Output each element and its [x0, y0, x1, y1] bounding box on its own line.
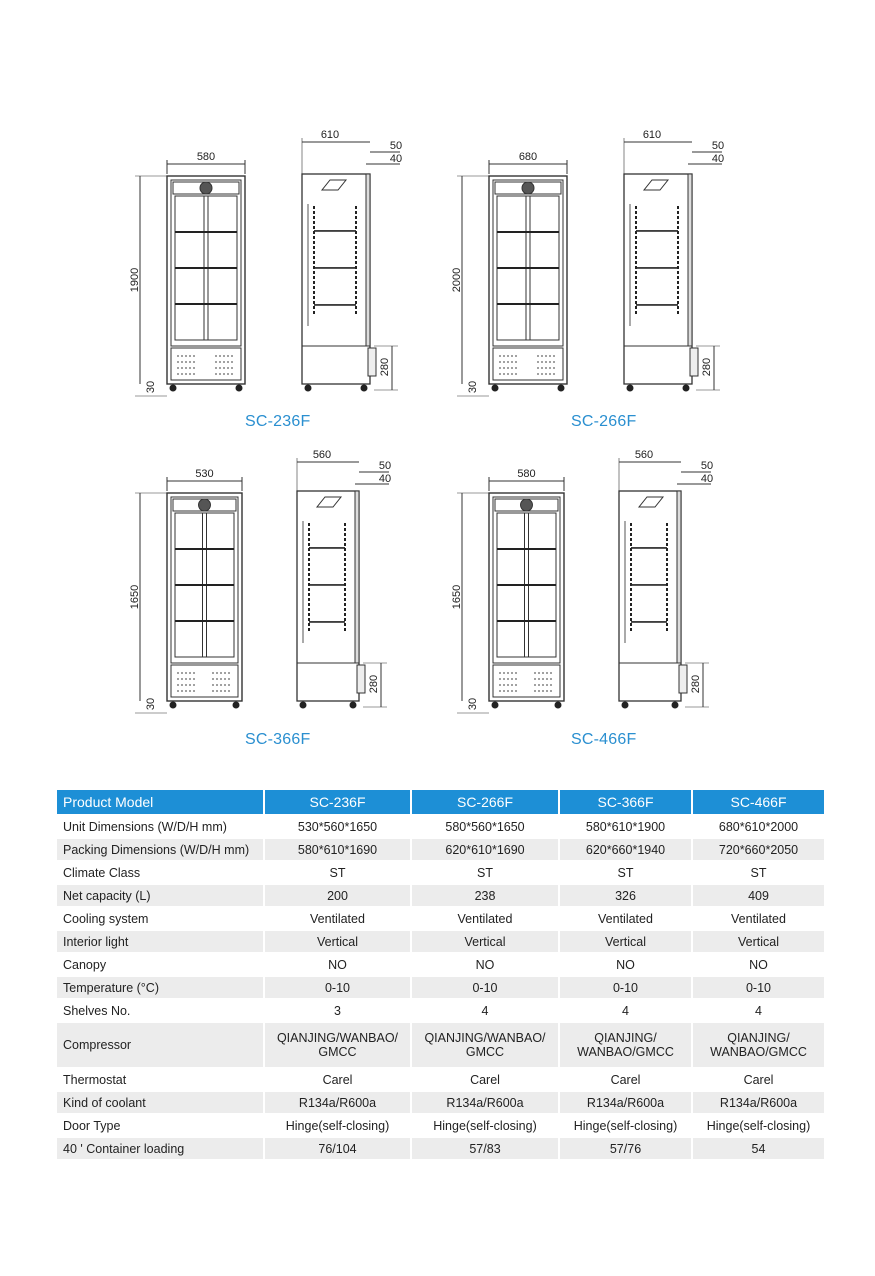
- table-row: [57, 953, 825, 976]
- table-cell: 620*610*1690: [411, 838, 559, 861]
- row-label: Canopy: [57, 953, 264, 976]
- table-cell: Vertical: [264, 930, 411, 953]
- table-cell: Vertical: [692, 930, 825, 953]
- table-cell: QIANJING/WANBAO/ GMCC: [264, 1022, 411, 1068]
- table-row: [57, 1137, 825, 1160]
- table-cell: Ventilated: [559, 907, 692, 930]
- table-cell: 720*660*2050: [692, 838, 825, 861]
- table-cell: R134a/R600a: [559, 1091, 692, 1114]
- row-label: Climate Class: [57, 861, 264, 884]
- table-cell: 580*560*1650: [411, 815, 559, 838]
- table-cell: 580*610*1900: [559, 815, 692, 838]
- offset-a-label: 50: [378, 460, 392, 472]
- table-cell: 620*660*1940: [559, 838, 692, 861]
- table-row: [57, 976, 825, 999]
- base-height-label: 280: [368, 674, 380, 694]
- side-depth-label: 610: [320, 129, 340, 141]
- foot-height-label: 30: [467, 697, 479, 711]
- table-cell: 54: [692, 1137, 825, 1160]
- table-cell: 680*610*2000: [692, 815, 825, 838]
- base-height-label: 280: [690, 674, 702, 694]
- figure-caption: SC-266F: [571, 413, 637, 430]
- table-cell: NO: [264, 953, 411, 976]
- table-cell: 3: [264, 999, 411, 1022]
- offset-b-label: 40: [378, 473, 392, 485]
- table-cell: Ventilated: [411, 907, 559, 930]
- row-label: Door Type: [57, 1114, 264, 1137]
- table-row: [57, 1068, 825, 1091]
- header-cell: SC-466F: [692, 790, 825, 815]
- table-cell: R134a/R600a: [411, 1091, 559, 1114]
- offset-a-label: 50: [700, 460, 714, 472]
- figure-sc-266f: [452, 128, 742, 403]
- front-width-label: 680: [518, 151, 538, 163]
- table-cell: 76/104: [264, 1137, 411, 1160]
- table-cell: 0-10: [411, 976, 559, 999]
- table-cell: 57/83: [411, 1137, 559, 1160]
- table-cell: 409: [692, 884, 825, 907]
- front-width-label: 580: [196, 151, 216, 163]
- table-cell: Ventilated: [692, 907, 825, 930]
- refrigerator-drawing: [452, 448, 742, 718]
- figure-caption: SC-366F: [245, 731, 311, 748]
- table-row: [57, 907, 825, 930]
- offset-b-label: 40: [700, 473, 714, 485]
- table-cell: ST: [411, 861, 559, 884]
- table-cell: Hinge(self-closing): [264, 1114, 411, 1137]
- table-cell: 0-10: [264, 976, 411, 999]
- table-row: [57, 838, 825, 861]
- table-cell: Hinge(self-closing): [692, 1114, 825, 1137]
- table-row: [57, 1022, 825, 1068]
- table-cell: R134a/R600a: [264, 1091, 411, 1114]
- table-cell: Carel: [411, 1068, 559, 1091]
- table-cell: QIANJING/WANBAO/ GMCC: [411, 1022, 559, 1068]
- table-row: [57, 1114, 825, 1137]
- row-label: Temperature (°C): [57, 976, 264, 999]
- table-cell: 326: [559, 884, 692, 907]
- height-label: 1900: [130, 267, 141, 293]
- table-cell: 4: [411, 999, 559, 1022]
- table-cell: Vertical: [411, 930, 559, 953]
- row-label: Cooling system: [57, 907, 264, 930]
- table-row: [57, 930, 825, 953]
- table-cell: QIANJING/ WANBAO/GMCC: [559, 1022, 692, 1068]
- foot-height-label: 30: [145, 697, 157, 711]
- table-cell: Carel: [264, 1068, 411, 1091]
- row-label: Shelves No.: [57, 999, 264, 1022]
- table-row: [57, 884, 825, 907]
- offset-a-label: 50: [711, 140, 725, 152]
- table-row: [57, 861, 825, 884]
- base-height-label: 280: [379, 357, 391, 377]
- front-width-label: 580: [517, 468, 536, 480]
- table-cell: NO: [692, 953, 825, 976]
- row-label: Packing Dimensions (W/D/H mm): [57, 838, 264, 861]
- base-height-label: 280: [701, 357, 713, 377]
- header-cell: SC-266F: [411, 790, 559, 815]
- table-cell: 0-10: [559, 976, 692, 999]
- foot-height-label: 30: [145, 380, 157, 394]
- offset-b-label: 40: [711, 153, 725, 165]
- header-cell: Product Model: [57, 790, 264, 815]
- row-label: Unit Dimensions (W/D/H mm): [57, 815, 264, 838]
- table-row: [57, 815, 825, 838]
- table-cell: 4: [559, 999, 692, 1022]
- table-cell: 4: [692, 999, 825, 1022]
- offset-b-label: 40: [389, 153, 403, 165]
- row-label: Thermostat: [57, 1068, 264, 1091]
- foot-height-label: 30: [467, 380, 479, 394]
- table-row: [57, 999, 825, 1022]
- front-width-label: 530: [195, 468, 214, 480]
- table-header-row: [57, 790, 825, 815]
- figure-sc-366f: [130, 448, 420, 718]
- table-cell: Carel: [692, 1068, 825, 1091]
- refrigerator-drawing: [130, 128, 420, 403]
- side-depth-label: 560: [312, 449, 332, 461]
- height-label: 1650: [452, 584, 463, 610]
- table-cell: ST: [692, 861, 825, 884]
- row-label: Net capacity (L): [57, 884, 264, 907]
- table-row: [57, 1091, 825, 1114]
- side-depth-label: 560: [634, 449, 654, 461]
- row-label: Interior light: [57, 930, 264, 953]
- table-cell: 0-10: [692, 976, 825, 999]
- height-label: 1650: [130, 584, 141, 610]
- spec-table: [57, 790, 826, 1161]
- table-cell: QIANJING/ WANBAO/GMCC: [692, 1022, 825, 1068]
- table-cell: ST: [559, 861, 692, 884]
- table-cell: 530*560*1650: [264, 815, 411, 838]
- height-label: 2000: [452, 267, 463, 293]
- side-depth-label: 610: [642, 129, 662, 141]
- table-cell: 200: [264, 884, 411, 907]
- figure-caption: SC-236F: [245, 413, 311, 430]
- offset-a-label: 50: [389, 140, 403, 152]
- figure-sc-236f: [130, 128, 420, 403]
- table-cell: NO: [559, 953, 692, 976]
- refrigerator-drawing: [130, 448, 420, 718]
- figure-sc-466f: [452, 448, 742, 718]
- header-cell: SC-236F: [264, 790, 411, 815]
- row-label: Compressor: [57, 1022, 264, 1068]
- table-cell: 580*610*1690: [264, 838, 411, 861]
- table-cell: R134a/R600a: [692, 1091, 825, 1114]
- refrigerator-drawing: [452, 128, 742, 403]
- row-label: Kind of coolant: [57, 1091, 264, 1114]
- table-cell: ST: [264, 861, 411, 884]
- row-label: 40 ' Container loading: [57, 1137, 264, 1160]
- figure-caption: SC-466F: [571, 731, 637, 748]
- table-cell: Ventilated: [264, 907, 411, 930]
- table-cell: Vertical: [559, 930, 692, 953]
- table-cell: NO: [411, 953, 559, 976]
- table-cell: 238: [411, 884, 559, 907]
- table-cell: Hinge(self-closing): [411, 1114, 559, 1137]
- table-cell: Carel: [559, 1068, 692, 1091]
- table-cell: 57/76: [559, 1137, 692, 1160]
- header-cell: SC-366F: [559, 790, 692, 815]
- table-cell: Hinge(self-closing): [559, 1114, 692, 1137]
